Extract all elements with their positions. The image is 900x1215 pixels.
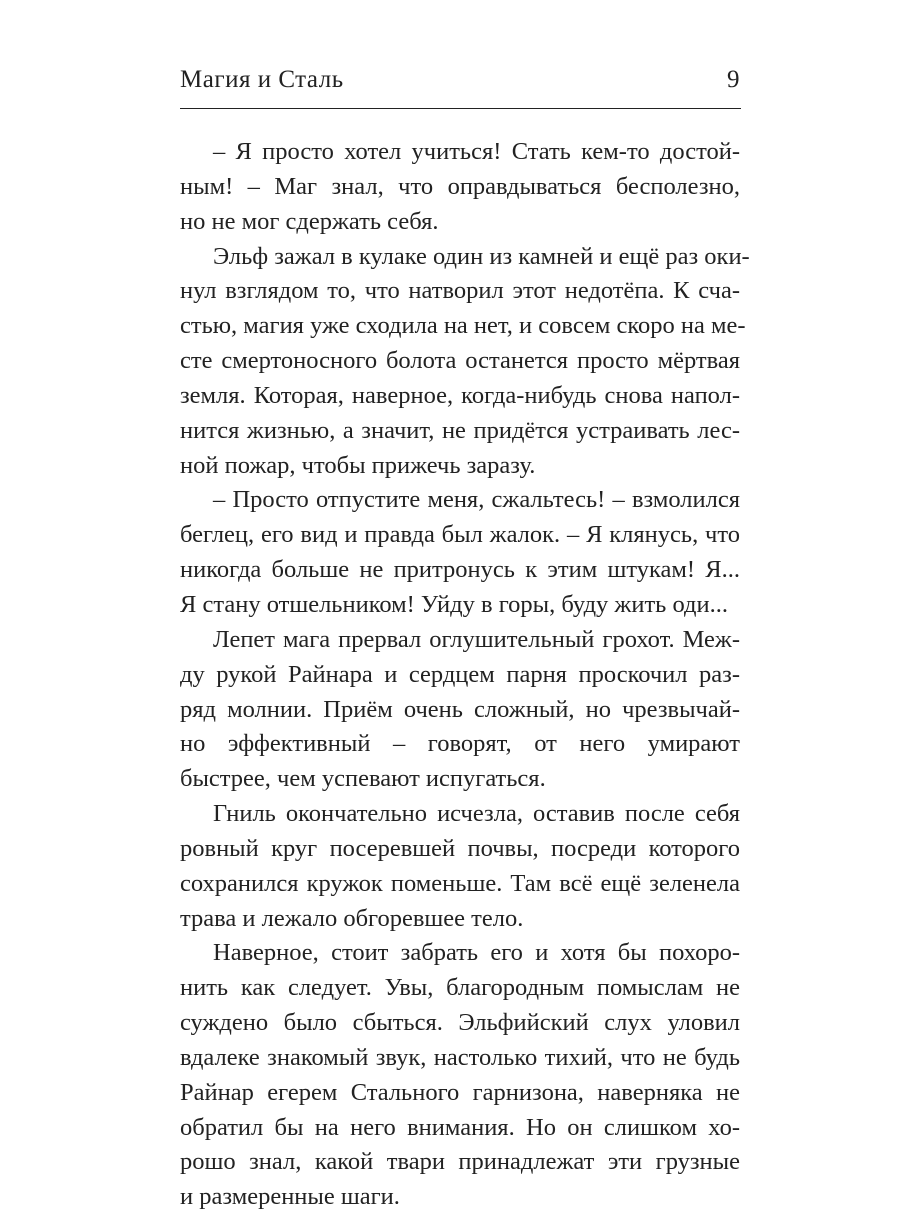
text-line: нится жизнью, а значит, не придётся устраивать лес- (180, 416, 740, 444)
text-line: стью, магия уже сходила на нет, и совсем скоро на ме- (180, 312, 746, 340)
running-header (180, 66, 740, 98)
header-rule (180, 108, 741, 109)
text-line: суждено было сбыться. Эльфийский слух уловил (180, 1009, 740, 1037)
text-line: ной пожар, чтобы прижечь заразу. (180, 451, 536, 479)
text-line: нул взглядом то, что натворил этот недотёпа. К сча- (180, 277, 740, 305)
paragraph (180, 483, 740, 622)
text-line: беглец, его вид и правда был жалок. – Я клянусь, что (180, 521, 740, 549)
text-line: – Я просто хотел учиться! Стать кем-то достой- (213, 138, 740, 165)
paragraph (180, 135, 740, 240)
text-line: но эффективный – говорят, от него умирают (180, 730, 740, 758)
text-line: нить как следует. Увы, благородным помыслам не (180, 974, 740, 1002)
text-line: никогда больше не притронусь к этим штукам! Я... (180, 556, 740, 584)
text-line: трава и лежало обгоревшее тело. (180, 904, 524, 932)
text-line: ряд молнии. Приём очень сложный, но чрезвычай- (180, 695, 740, 723)
text-line: Эльф зажал в кулаке один из камней и ещё раз оки- (213, 242, 750, 270)
text-line: ду рукой Райнара и сердцем парня проскочил раз- (180, 660, 740, 688)
text-line: быстрее, чем успевают испугаться. (180, 765, 546, 793)
paragraph (180, 240, 750, 484)
text-line: ным! – Маг знал, что оправдываться бесполезно, (180, 172, 740, 200)
text-line: Гниль окончательно исчезла, оставив после себя (213, 800, 740, 828)
text-line: Лепет мага прервал оглушительный грохот. Меж- (213, 625, 740, 653)
text-line: ровный круг посеревшей почвы, посреди которого (180, 834, 740, 862)
text-line: Наверное, стоит забрать его и хотя бы похоро- (213, 939, 740, 967)
text-line: обратил бы на него внимания. Но он слишком хо- (180, 1113, 740, 1141)
paragraph (180, 936, 740, 1215)
paragraph (180, 797, 740, 936)
text-line: Я стану отшельником! Уйду в горы, буду жить оди... (180, 590, 728, 618)
text-line: сте смертоносного болота останется просто мёртвая (180, 347, 740, 375)
text-line: – Просто отпустите меня, сжальтесь! – взмолился (213, 486, 740, 514)
text-line: и размеренные шаги. (180, 1183, 400, 1211)
text-line: сохранился кружок поменьше. Там всё ещё зеленела (180, 869, 740, 897)
paragraph (180, 623, 740, 797)
text-line: рошо знал, какой твари принадлежат эти грузные (180, 1148, 740, 1176)
text-line: земля. Которая, наверное, когда-нибудь снова напол- (180, 381, 740, 409)
text-line: Райнар егерем Стального гарнизона, наверняка не (180, 1078, 740, 1106)
page-body (180, 135, 750, 1215)
text-line: но не мог сдержать себя. (180, 207, 439, 235)
text-line: вдалеке знакомый звук, настолько тихий, что не будь (180, 1043, 740, 1071)
book-title: Магия и Сталь (180, 66, 344, 93)
page-number: 9 (727, 66, 740, 93)
